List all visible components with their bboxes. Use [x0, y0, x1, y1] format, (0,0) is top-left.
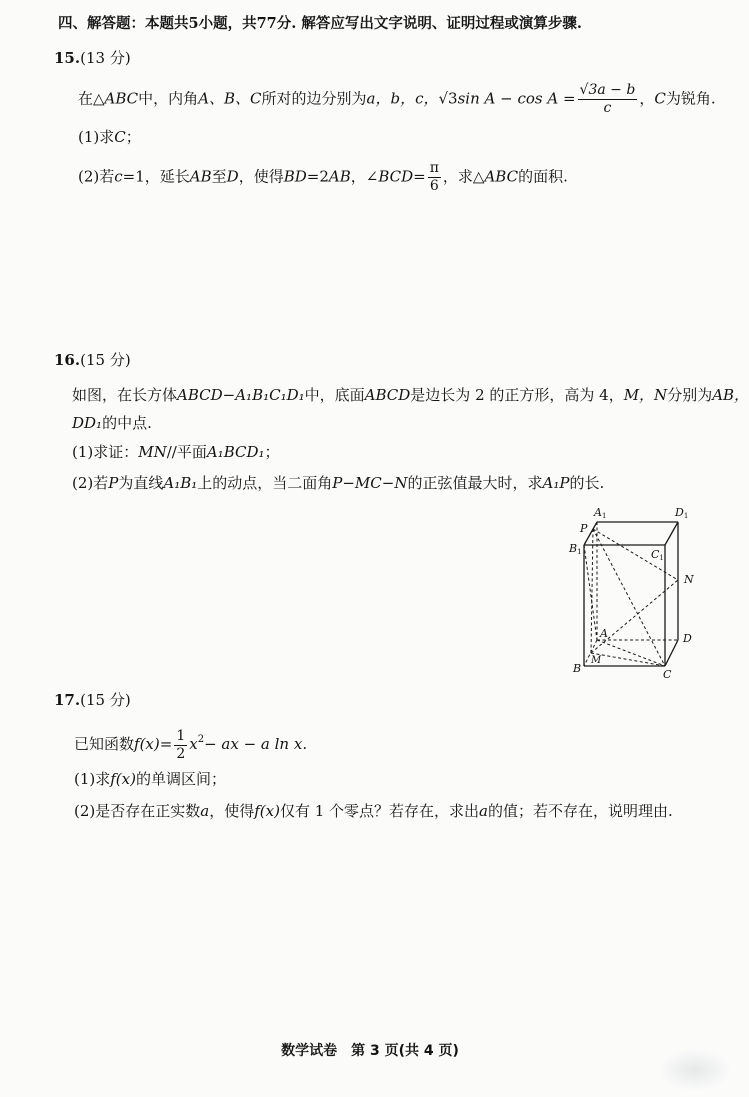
q15-text: 中，内角 [138, 89, 199, 108]
q16-part2-var: P−MC−N [332, 474, 408, 492]
q15-text: 在△ [78, 89, 105, 108]
q17-text: 已知函数 [74, 735, 135, 753]
q15-trig-expr: sin A − cos A = [457, 89, 576, 108]
q16-edge-ab: AB， [712, 386, 749, 404]
q17-part2 [74, 801, 673, 821]
q15-part1-end: ； [125, 128, 141, 146]
section-heading: 四、解答题：本题共5小题，共77分. 解答应写出文字说明、证明过程或演算步骤. [58, 15, 582, 32]
q17-exponent: 2 [197, 734, 205, 745]
q17-expression: − ax − a ln x. [204, 735, 308, 753]
q16-part2-var: A₁B₁ [163, 474, 198, 492]
q16-part2-text: 上的动点，当二面角 [197, 474, 333, 492]
q15-part2-text: ，求△ [442, 167, 485, 186]
q15-var: C [654, 89, 666, 108]
label-n: N [684, 573, 694, 586]
q17-half-fraction [174, 728, 187, 763]
frac-numerator: π [429, 160, 439, 176]
q15-part2-var: AB [189, 167, 212, 186]
q17-part2-text: 的值；若不存在，说明理由. [487, 802, 673, 820]
q15-text: 所对的边分别为 [261, 89, 367, 108]
q15-part2-text: ，∠ [350, 167, 379, 186]
q17-function: f(x) [134, 735, 160, 753]
q15-part1 [78, 127, 141, 147]
prism-hidden-edges [584, 522, 678, 666]
q15-number: 15. [54, 49, 81, 67]
q16-part2-text: 为直线 [118, 474, 164, 492]
q15-text: ， [639, 89, 655, 108]
edge-c-d [665, 640, 678, 666]
frac-root: √3 [579, 82, 598, 98]
q16-part1-var: MN [138, 443, 167, 461]
q16-points: (15 分) [80, 351, 131, 369]
q15-points: (13 分) [80, 49, 131, 67]
q16-part1-text: (1)求证： [72, 443, 139, 461]
label-a: A [600, 627, 608, 640]
q15-part2-text: 至 [211, 167, 227, 186]
q16-part2-var: P [108, 474, 119, 492]
q17-var: x [189, 735, 198, 753]
q15-part2-text: 的面积. [518, 167, 568, 186]
q17-part2-function: f(x) [254, 802, 280, 820]
q16-part1-text: //平面 [166, 443, 207, 461]
q16-line1 [72, 385, 749, 405]
q16-text: 如图，在长方体 [72, 386, 178, 404]
q16-part2-var: A₁P [542, 474, 570, 492]
q15-part2-var: D [226, 167, 239, 186]
q15-part2-text: ，使得 [238, 167, 284, 186]
q17-part2-text: 仅有 1 个零点？若存在，求出 [279, 802, 480, 820]
q15-header [54, 48, 131, 68]
q17-part2-text: (2)是否存在正实数 [74, 802, 201, 820]
q17-points: (15 分) [80, 691, 131, 709]
frac-denominator: 2 [176, 745, 186, 762]
segment-p-m [591, 529, 593, 653]
q16-part1-plane: A₁BCD₁ [206, 443, 265, 461]
q16-points-mn: M，N [623, 386, 668, 404]
q17-part1 [74, 769, 226, 789]
label-b: B [573, 662, 582, 675]
q15-part2-text: (2)若 [78, 167, 115, 186]
q15-part2-var: BCD [378, 167, 414, 186]
q16-part2-text: 的正弦值最大时，求 [407, 474, 543, 492]
q15-fraction [578, 82, 638, 117]
page-footer: 数学试卷 第 3 页(共 4 页) [281, 1043, 459, 1059]
label-d1: D1 [675, 506, 689, 520]
q17-header [54, 690, 131, 710]
q16-text: 是边长为 2 的正方形，高为 4， [410, 386, 624, 404]
q17-part2-var: a [479, 802, 488, 820]
q16-part1 [72, 442, 280, 462]
q15-part1-text: (1)求 [78, 128, 115, 146]
q15-pi-fraction [428, 160, 441, 195]
q15-part2-var: AB [328, 167, 351, 186]
q17-text: = [159, 735, 173, 753]
q15-part2-var: BD [283, 167, 307, 186]
label-d: D [683, 632, 692, 645]
label-c: C [663, 668, 672, 681]
q17-part1-text: (1)求 [74, 770, 111, 788]
q17-part1-text: 的单调区间； [135, 770, 226, 788]
q15-sides: a，b，c， [366, 89, 439, 108]
q15-part2-text: = [413, 167, 426, 186]
q15-part2-var: ABC [484, 167, 519, 186]
label-a1: A1 [594, 506, 607, 520]
q15-part2-var: c [114, 167, 123, 186]
frac-numerator: 1 [176, 727, 186, 744]
q17-part2-text: ，使得 [209, 802, 255, 820]
frac-denominator: 6 [429, 178, 439, 194]
q15-text: 为锐角. [665, 89, 716, 108]
q15-triangle-name: ABC [104, 89, 139, 108]
frac-numerator: a − b [597, 82, 636, 98]
q17-number: 17. [54, 691, 81, 709]
q16-text: 分别为 [667, 386, 713, 404]
segment-b1-a [584, 545, 597, 640]
q16-part2-text: (2)若 [72, 474, 109, 492]
q15-part2-text: =2 [306, 167, 329, 186]
q16-part2-text: 的长. [569, 474, 605, 492]
q17-statement [74, 724, 307, 763]
label-c1: C1 [651, 548, 664, 562]
q16-line2 [72, 413, 152, 433]
q16-part1-text: ； [264, 443, 280, 461]
label-m: M [591, 655, 602, 666]
q16-header [54, 350, 131, 370]
prism-solid-edges [584, 522, 678, 666]
q17-part1-function: f(x) [110, 770, 136, 788]
q16-solid-name: ABCD−A₁B₁C₁D₁ [177, 386, 305, 404]
q17-part2-var: a [200, 802, 210, 820]
q16-part2 [72, 473, 604, 493]
scan-smudge [660, 1050, 730, 1090]
q15-part2 [78, 160, 568, 195]
q15-angles: A、B、C [198, 89, 262, 108]
segment-m-c [591, 653, 665, 666]
q16-text: 中，底面 [304, 386, 365, 404]
edge-c1-d1 [665, 522, 678, 545]
q15-root3: √3 [438, 89, 458, 108]
q15-statement [78, 82, 716, 117]
prism-labels [568, 506, 694, 681]
prism-figure [560, 500, 715, 685]
q16-base-name: ABCD [364, 386, 411, 404]
label-p: P [580, 522, 588, 535]
q16-number: 16. [54, 351, 81, 369]
frac-denominator: c [603, 100, 612, 116]
q16-text: 的中点. [102, 414, 152, 432]
q15-part1-var: C [114, 128, 126, 146]
q16-edge-dd1: DD₁ [72, 414, 103, 432]
label-b1: B1 [569, 542, 582, 556]
q15-part2-text: =1，延长 [122, 167, 190, 186]
segment-a-c [597, 640, 665, 666]
